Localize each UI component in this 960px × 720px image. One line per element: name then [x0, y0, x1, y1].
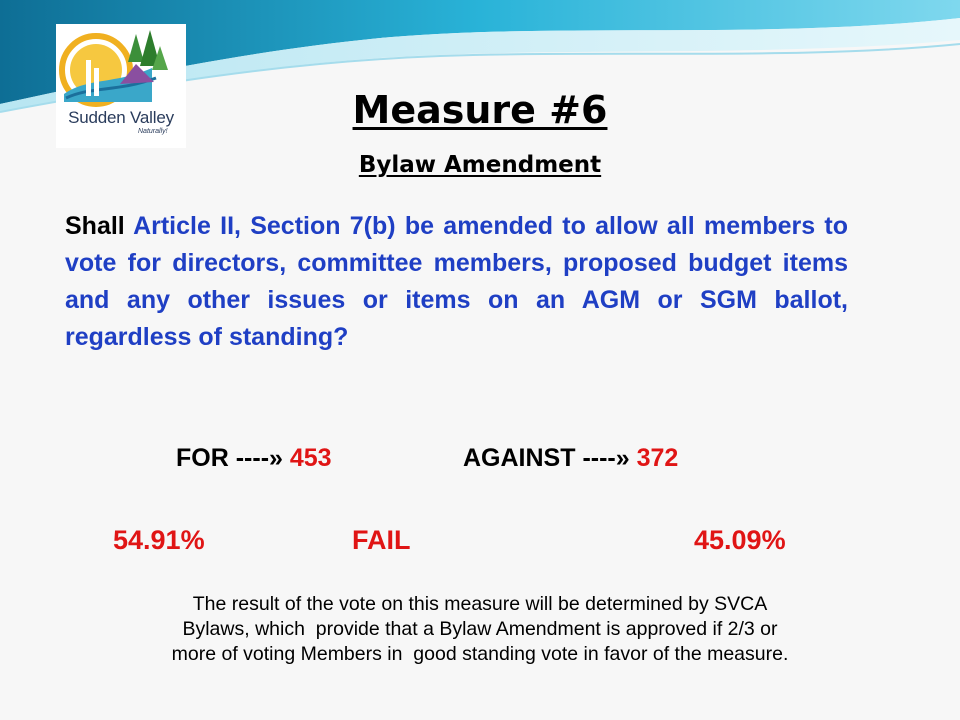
- question-text: Article II, Section 7(b) be amended to allow all members to vote for directors, committee members, proposed budget items and any other issues or items on an AGM or SGM ballot, regardless of standing?: [65, 212, 848, 351]
- measure-title: Measure #6: [352, 88, 608, 132]
- logo-text: Sudden Valley: [68, 108, 174, 127]
- for-label: FOR ----»: [176, 444, 283, 472]
- for-count: 453: [289, 444, 332, 472]
- for-votes: [176, 444, 332, 473]
- against-label: AGAINST ----»: [463, 444, 630, 472]
- against-votes: [463, 444, 678, 473]
- logo-tagline: Naturally!: [138, 128, 168, 135]
- against-percent: 45.09%: [694, 525, 786, 555]
- result-status: FAIL: [352, 525, 411, 555]
- note-line: more of voting Members in good standing vote in favor of the measure.: [171, 643, 789, 665]
- result-note: [40, 592, 920, 667]
- against-count: 372: [636, 444, 679, 472]
- ballot-question: [65, 208, 848, 356]
- note-line: The result of the vote on this measure will be determined by SVCA: [192, 593, 768, 615]
- measure-subtitle: Bylaw Amendment: [358, 152, 602, 178]
- note-line: Bylaws, which provide that a Bylaw Amendment is approved if 2/3 or: [182, 618, 778, 640]
- for-percent: 54.91%: [113, 525, 205, 555]
- question-lead: Shall: [65, 212, 125, 240]
